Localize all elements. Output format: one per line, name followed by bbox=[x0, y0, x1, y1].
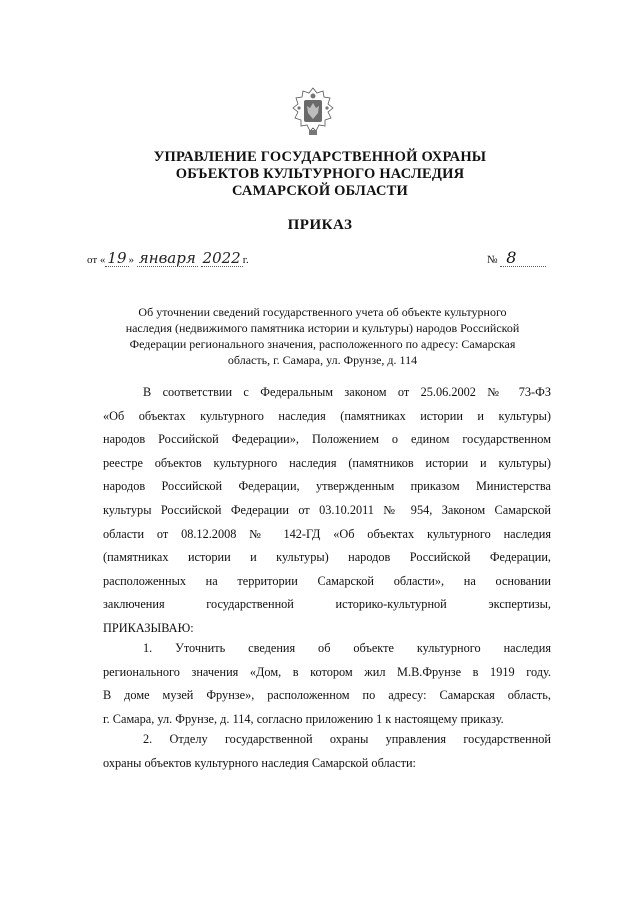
body-line: расположенных на территории Самарской области», на основании bbox=[103, 573, 551, 588]
body-line: охраны объектов культурного наследия Самарской области: bbox=[103, 755, 416, 770]
date-year: 2022 bbox=[202, 249, 241, 267]
order-number bbox=[487, 250, 546, 267]
order-date bbox=[87, 250, 249, 267]
body-line: 1. Уточнить сведения об объекте культурного наследия bbox=[143, 641, 551, 655]
agency-name-line: УПРАВЛЕНИЕ ГОСУДАРСТВЕННОЙ ОХРАНЫ bbox=[153, 149, 487, 165]
subject-line: Об уточнении сведений государственного учета об объекте культурного bbox=[138, 305, 507, 319]
body-line: заключения государственной историко-культурной экспертизы, bbox=[103, 597, 551, 612]
body-line: области от 08.12.2008 № 142-ГД «Об объектах культурного наследия bbox=[103, 526, 551, 541]
body-line: В доме музей Фрунзе», расположенном по адресу: Самарская область, bbox=[103, 688, 551, 703]
clause-1-paragraph bbox=[103, 637, 551, 731]
body-line: «Об объектах культурного наследия (памятниках истории и культуры) bbox=[103, 408, 551, 423]
samara-coat-of-arms-icon bbox=[289, 86, 337, 138]
date-year-suffix: г. bbox=[242, 254, 249, 266]
number-value: 8 bbox=[500, 250, 546, 267]
body-line: народов Российской Федерации, утвержденным приказом Министерства bbox=[103, 479, 551, 494]
body-line: регионального значения «Дом, в котором жил М.В.Фрунзе в 1919 году. bbox=[103, 664, 551, 679]
document-type-title: ПРИКАЗ bbox=[287, 217, 353, 233]
body-line: реестре объектов культурного наследия (памятников истории и культуры) bbox=[103, 455, 551, 470]
body-line: 2. Отделу государственной охраны управления государственной bbox=[143, 732, 551, 746]
body-line: народов Российской Федерации», Положением о едином государственном bbox=[103, 432, 551, 447]
body-line: культуры Российской Федерации от 03.10.2011 № 954, Законом Самарской bbox=[103, 502, 551, 517]
date-day-close: » bbox=[128, 254, 135, 266]
subject-line: Федерации регионального значения, расположенного по адресу: Самарская bbox=[129, 337, 516, 351]
date-prefix: от « bbox=[87, 254, 106, 266]
body-line: В соответствии с Федеральным законом от 25.06.2002 № 73-ФЗ bbox=[143, 385, 551, 399]
clause-2-paragraph bbox=[103, 728, 551, 775]
body-line: (памятниках истории и культуры) народов Российской Федерации, bbox=[103, 550, 551, 565]
orders-keyword: ПРИКАЗЫВАЮ: bbox=[103, 620, 194, 635]
preamble-paragraph bbox=[103, 381, 551, 641]
subject-line: наследия (недвижимого памятника истории и культуры) народов Российской bbox=[125, 321, 520, 335]
body-line: г. Самара, ул. Фрунзе, д. 114, согласно приложению 1 к настоящему приказу. bbox=[103, 711, 504, 726]
date-month: января bbox=[138, 249, 196, 267]
number-prefix: № bbox=[487, 254, 498, 266]
order-subject bbox=[95, 304, 550, 368]
subject-line: область, г. Самара, ул. Фрунзе, д. 114 bbox=[227, 353, 418, 367]
agency-name-line: ОБЪЕКТОВ КУЛЬТУРНОГО НАСЛЕДИЯ bbox=[175, 166, 465, 182]
date-day: 19 bbox=[107, 249, 127, 267]
agency-name-line: САМАРСКОЙ ОБЛАСТИ bbox=[231, 183, 409, 199]
